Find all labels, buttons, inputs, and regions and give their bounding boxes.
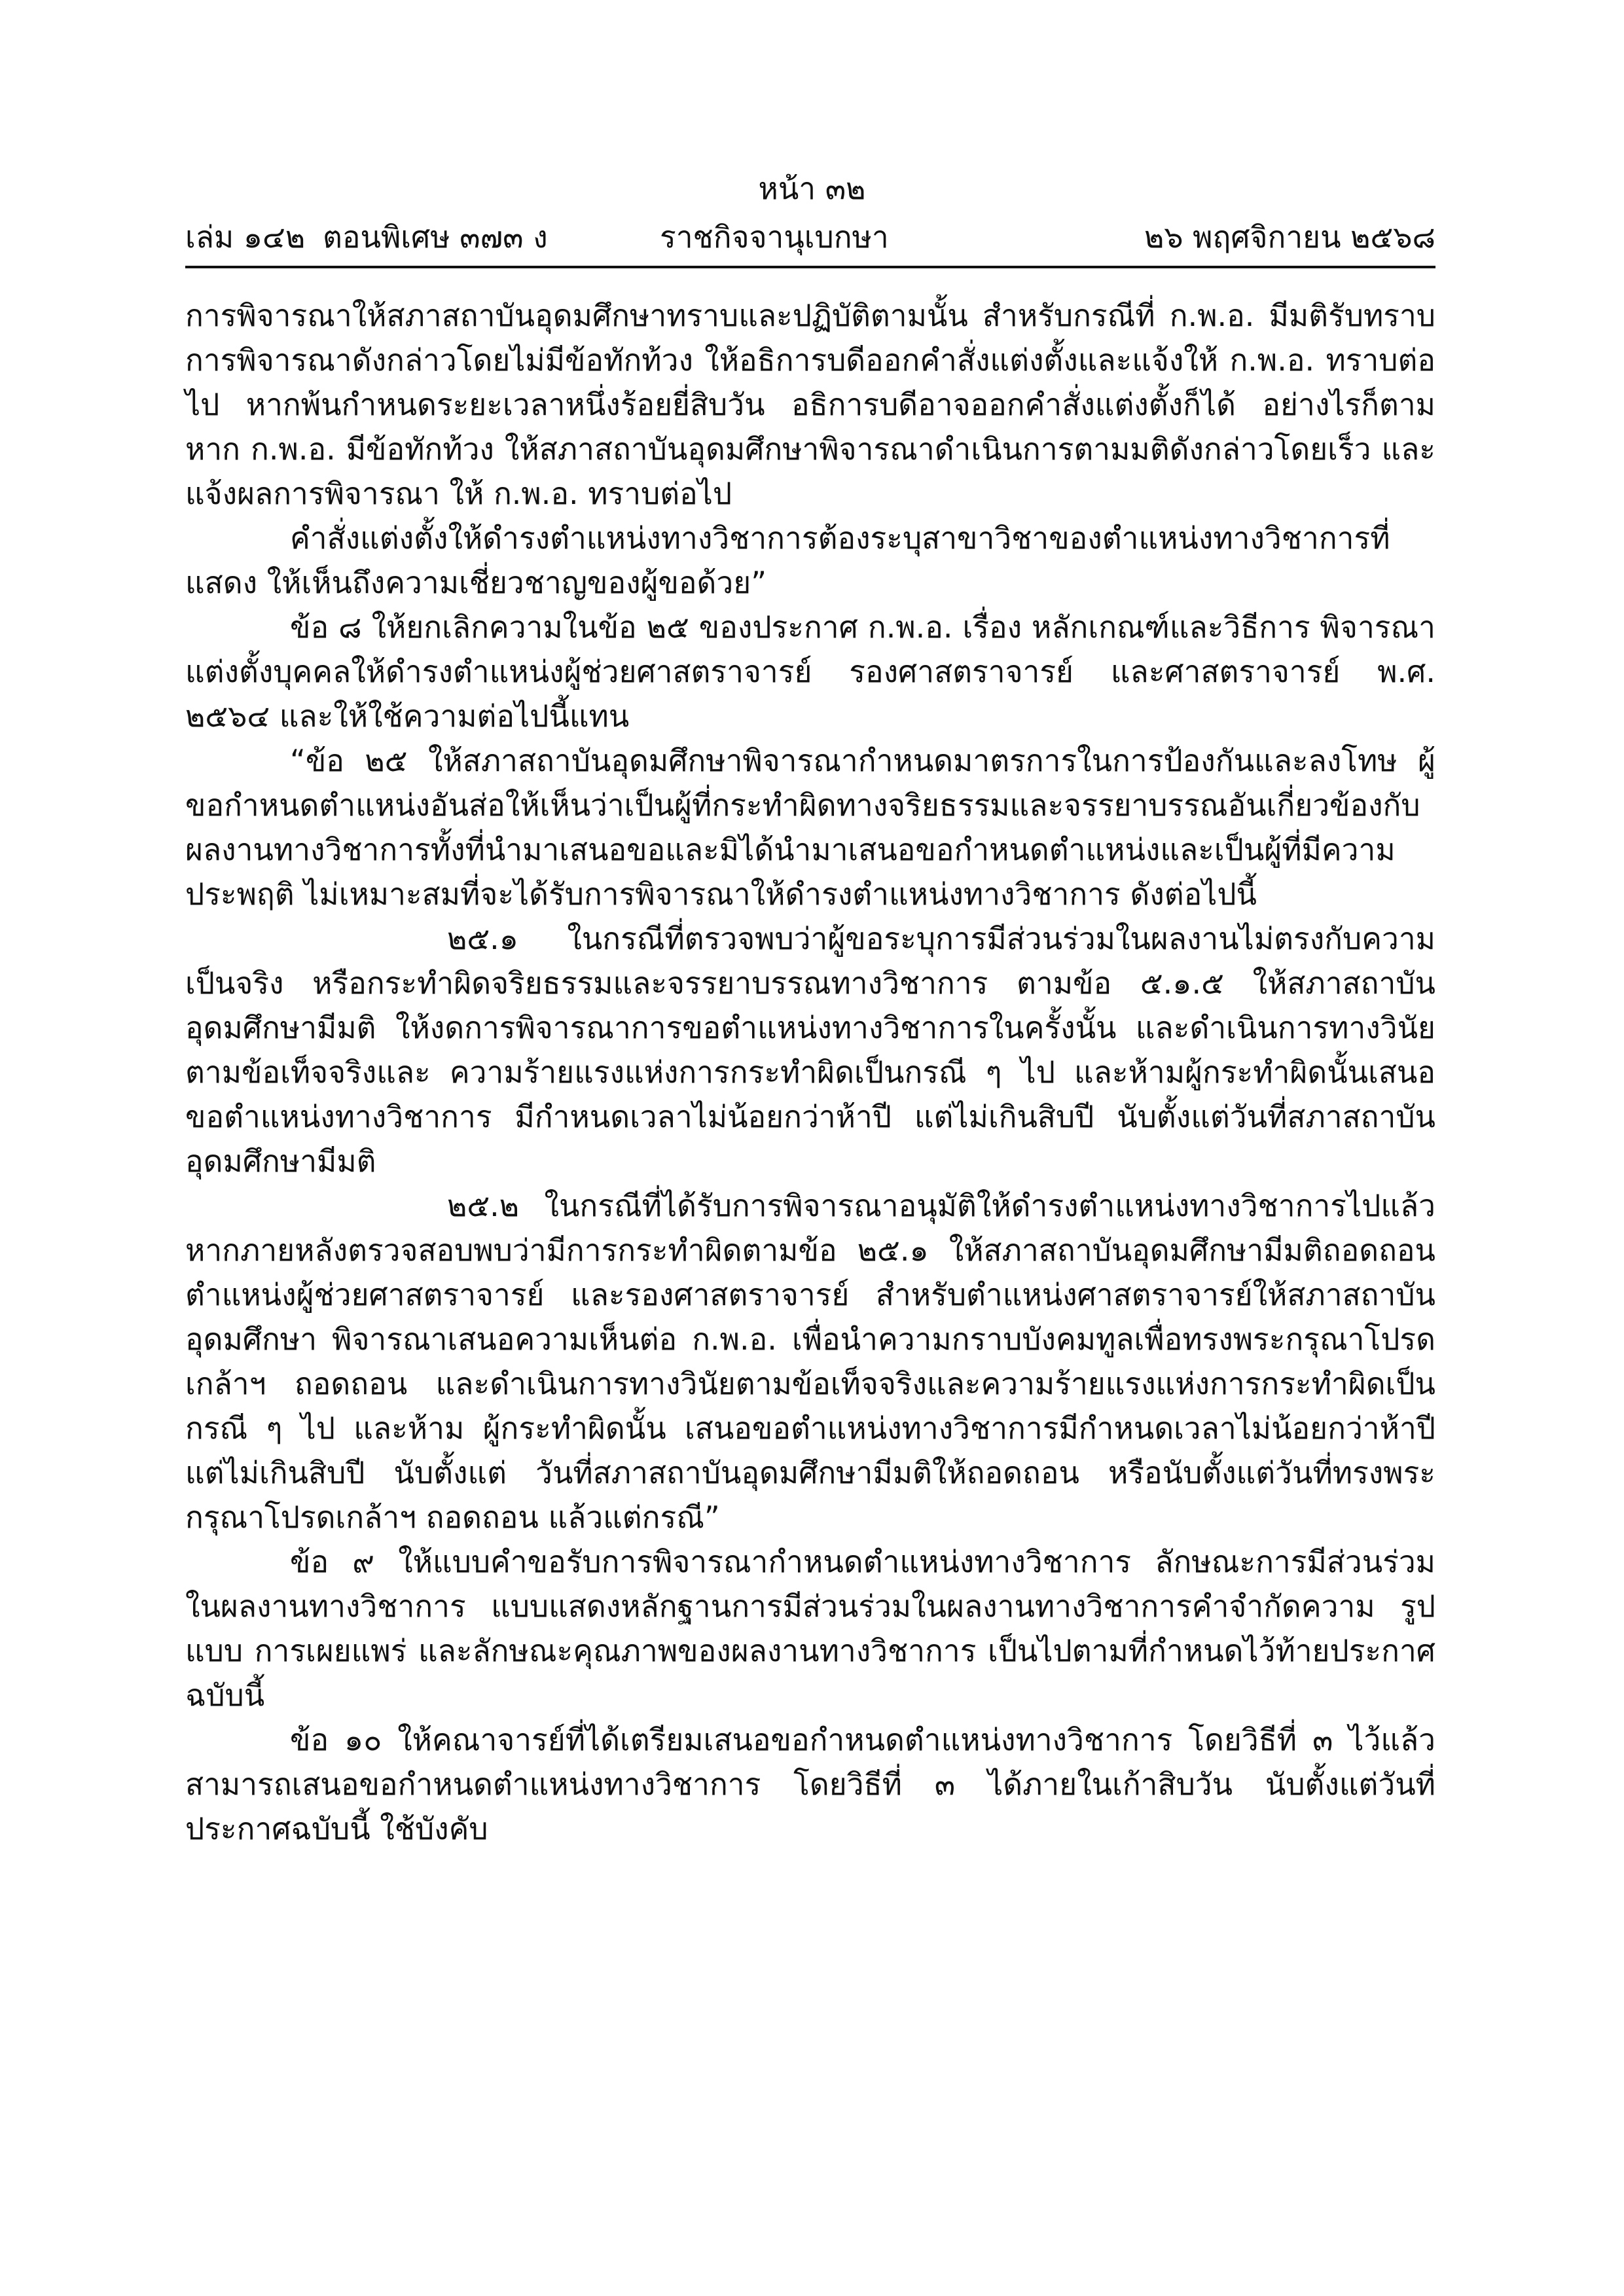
gazette-header (185, 216, 1435, 258)
publication-date: ๒๖ พฤศจิกายน ๒๕๖๘ (1144, 219, 1435, 255)
paragraph-clause-9: ข้อ ๙ ให้แบบคำขอรับการพิจารณากำหนดตำแหน่งทางวิชาการ ลักษณะการมีส่วนร่วม ในผลงานทางวิชาการ แบบแสดงหลักฐานการมีส่วนร่วมในผลงานทางวิชาการคำจำกัดความ รูปแบบ การเผยแพร่ และลักษณะคุณภาพของผลงานทางวิชาการ เป็นไปตามที่กำหนดไว้ท้ายประกาศฉบับนี้ (185, 1544, 1435, 1713)
paragraph-clause-25-2: ๒๕.๒ ในกรณีที่ได้รับการพิจารณาอนุมัติให้ดำรงตำแหน่งทางวิชาการไปแล้ว หากภายหลังตรวจสอบพบว่ามีการกระทำผิดตามข้อ ๒๕.๑ ให้สภาสถาบันอุดมศึกษามีมติถอดถอน ตำแหน่งผู้ช่วยศาสตราจารย์ และรองศาสตราจารย์ สำหรับตำแหน่งศาสตราจารย์ให้สภาสถาบันอุดมศึกษา พิจารณาเสนอความเห็นต่อ ก.พ.อ. เพื่อนำความกราบบังคมทูลเพื่อทรงพระกรุณาโปรดเกล้าฯ ถอดถอน และดำเนินการทางวินัยตามข้อเท็จจริงและความร้ายแรงแห่งการกระทำผิดเป็นกรณี ๆ ไป และห้าม ผู้กระทำผิดนั้น เสนอขอตำแหน่งทางวิชาการมีกำหนดเวลาไม่น้อยกว่าห้าปี แต่ไม่เกินสิบปี นับตั้งแต่ วันที่สภาสถาบันอุดมศึกษามีมติให้ถอดถอน หรือนับตั้งแต่วันที่ทรงพระกรุณาโปรดเกล้าฯ ถอดถอน แล้วแต่กรณี” (185, 1188, 1435, 1535)
paragraph-clause-25: “ข้อ ๒๕ ให้สภาสถาบันอุดมศึกษาพิจารณากำหนดมาตรการในการป้องกันและลงโทษ ผู้ขอกำหนดตำแหน่งอันส่อให้เห็นว่าเป็นผู้ที่กระทำผิดทางจริยธรรมและจรรยาบรรณอันเกี่ยวข้องกับ ผลงานทางวิชาการทั้งที่นำมาเสนอขอและมิได้นำมาเสนอขอกำหนดตำแหน่งและเป็นผู้ที่มีความประพฤติ ไม่เหมาะสมที่จะได้รับการพิจารณาให้ดำรงตำแหน่งทางวิชาการ ดังต่อไปนี้ (185, 743, 1435, 912)
paragraph-clause-8: ข้อ ๘ ให้ยกเลิกความในข้อ ๒๕ ของประกาศ ก.พ.อ. เรื่อง หลักเกณฑ์และวิธีการ พิจารณาแต่งตั้งบุคคลให้ดำรงตำแหน่งผู้ช่วยศาสตราจารย์ รองศาสตราจารย์ และศาสตราจารย์ พ.ศ. ๒๕๖๔ และให้ใช้ความต่อไปนี้แทน (185, 609, 1435, 734)
paragraph-continuation: การพิจารณาให้สภาสถาบันอุดมศึกษาทราบและปฏิบัติตามนั้น สำหรับกรณีที่ ก.พ.อ. มีมติรับทราบ การพิจารณาดังกล่าวโดยไม่มีข้อทักท้วง ให้อธิการบดีออกคำสั่งแต่งตั้งและแจ้งให้ ก.พ.อ. ทราบต่อไป หากพ้นกำหนดระยะเวลาหนึ่งร้อยยี่สิบวัน อธิการบดีอาจออกคำสั่งแต่งตั้งก็ได้ อย่างไรก็ตาม หาก ก.พ.อ. มีข้อทักท้วง ให้สภาสถาบันอุดมศึกษาพิจารณาดำเนินการตามมติดังกล่าวโดยเร็ว และแจ้งผลการพิจารณา ให้ ก.พ.อ. ทราบต่อไป (185, 298, 1435, 511)
header-rule (185, 266, 1435, 268)
journal-title: ราชกิจจานุเบกษา (660, 219, 889, 255)
paragraph-appointment-order: คำสั่งแต่งตั้งให้ดำรงตำแหน่งทางวิชาการต้องระบุสาขาวิชาของตำแหน่งทางวิชาการที่แสดง ให้เห็นถึงความเชี่ยวชาญของผู้ขอด้วย” (185, 520, 1390, 600)
volume-label: เล่ม ๑๔๒ (185, 219, 306, 255)
document-body (185, 293, 1435, 1851)
paragraph-clause-25-1: ๒๕.๑ ในกรณีที่ตรวจพบว่าผู้ขอระบุการมีส่วนร่วมในผลงานไม่ตรงกับความเป็นจริง หรือกระทำผิดจริยธรรมและจรรยาบรรณทางวิชาการ ตามข้อ ๕.๑.๕ ให้สภาสถาบันอุดมศึกษามีมติ ให้งดการพิจารณาการขอตำแหน่งทางวิชาการในครั้งนั้น และดำเนินการทางวินัยตามข้อเท็จจริงและ ความร้ายแรงแห่งการกระทำผิดเป็นกรณี ๆ ไป และห้ามผู้กระทำผิดนั้นเสนอขอตำแหน่งทางวิชาการ มีกำหนดเวลาไม่น้อยกว่าห้าปี แต่ไม่เกินสิบปี นับตั้งแต่วันที่สภาสถาบันอุดมศึกษามีมติ (185, 921, 1435, 1179)
page-number: หน้า ๓๒ (758, 171, 866, 206)
issue-label: ตอนพิเศษ ๓๗๓ ง (323, 219, 548, 255)
paragraph-clause-10: ข้อ ๑๐ ให้คณาจารย์ที่ได้เตรียมเสนอขอกำหนดตำแหน่งทางวิชาการ โดยวิธีที่ ๓ ไว้แล้ว สามารถเสนอขอกำหนดตำแหน่งทางวิชาการ โดยวิธีที่ ๓ ได้ภายในเก้าสิบวัน นับตั้งแต่วันที่ประกาศฉบับนี้ ใช้บังคับ (185, 1722, 1435, 1846)
